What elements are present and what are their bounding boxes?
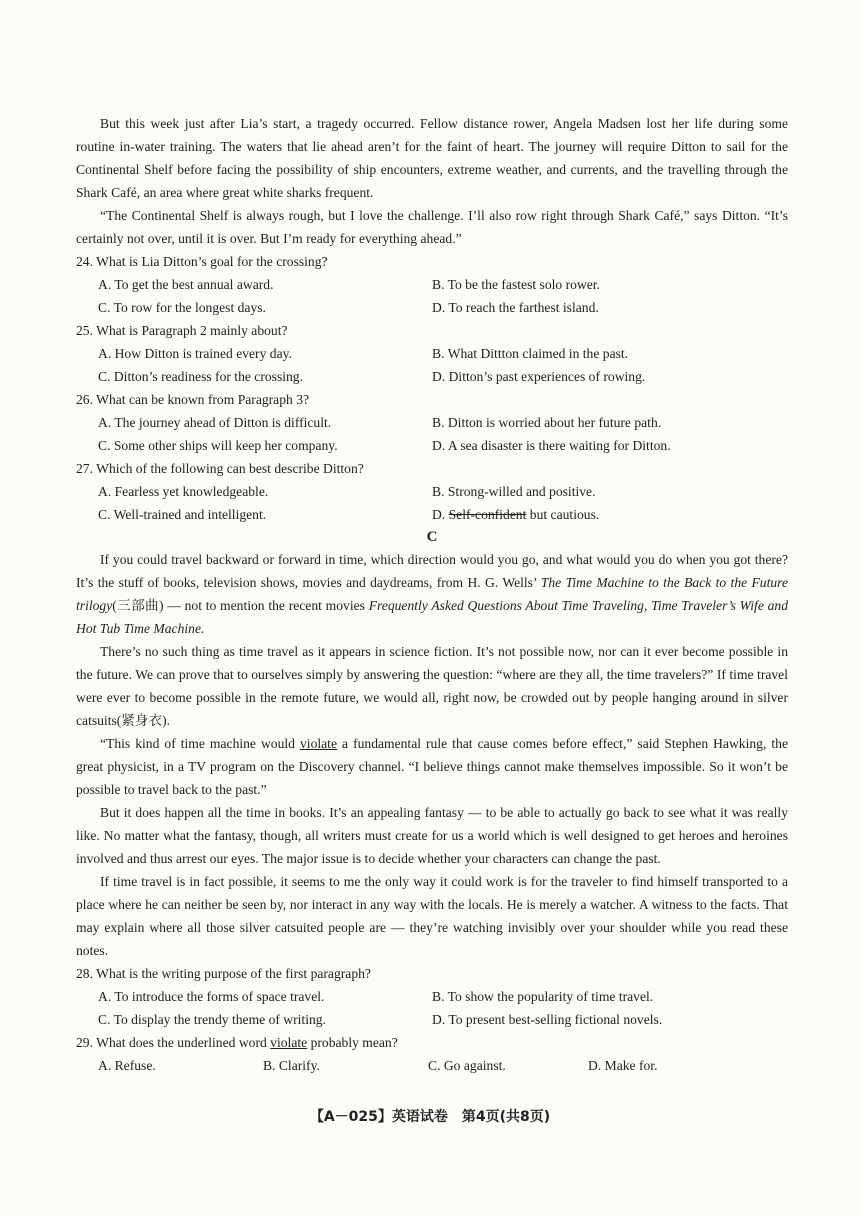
options [76, 273, 788, 319]
option-d: D. To present best-selling fictional novels. [432, 1012, 663, 1027]
question-stem: 25. What is Paragraph 2 mainly about? [76, 323, 288, 338]
options [76, 480, 788, 526]
passage-b-paragraph: “The Continental Shelf is always rough, but I love the challenge. I’ll also row right through Shark Café,” says Ditton. “It’s certainly not over, until it is over. But I’m ready for everything ahead.” [76, 208, 788, 246]
option-d: D. Ditton’s past experiences of rowing. [432, 369, 646, 384]
option-b: B. To be the fastest solo rower. [432, 277, 600, 292]
question-26 [76, 388, 788, 457]
option-a: A. Refuse. [98, 1058, 156, 1073]
section-label: C [426, 529, 438, 545]
title-italic: The Time Machine to the Back to the Future trilogy [76, 575, 788, 613]
underlined-word: violate [270, 1035, 308, 1050]
passage-c-paragraph: If you could travel backward or forward in time, which direction would you go, and what would you do when you got there? It’s the stuff of books, television shows, movies and daydreams, from H. G. Wells’ The Time Machine to the Back to the Future trilogy(三部曲) — not to mention the recent movies Frequently Asked Questions About Time Traveling, Time Traveler’s Wife and Hot Tub Time Machine. [76, 552, 788, 636]
option-b: B. To show the popularity of time travel. [432, 989, 654, 1004]
passage-c-paragraph: If time travel is in fact possible, it seems to me the only way it could work is for the traveler to find himself transported to a place where he can neither be seen by, nor interact in any way with the locals. He is merely a watcher. A witness to the facts. That may explain where all those silver catsuited people are — they’re watching invisibly over your shoulder while you read these notes. [76, 874, 788, 958]
option-c: C. To display the trendy theme of writing. [98, 1012, 326, 1027]
passage-b-paragraph: But this week just after Lia’s start, a tragedy occurred. Fellow distance rower, Angela Madsen lost her life during some routine in-water training. The waters that lie ahead aren’t for the faint of heart. The journey will require Ditton to sail for the Continental Shelf before facing the possibility of ship encounters, extreme weather, and currents, and the travelling through the Shark Café, an area where great white sharks frequent. [76, 116, 788, 200]
options [76, 1054, 788, 1077]
option-b: B. What Dittton claimed in the past. [432, 346, 629, 361]
options [76, 411, 788, 457]
question-25 [76, 319, 788, 388]
question-24 [76, 250, 788, 319]
page-content [76, 112, 788, 1077]
option-c: C. To row for the longest days. [98, 300, 266, 315]
option-a: A. Fearless yet knowledgeable. [98, 484, 269, 499]
option-c: C. Well-trained and intelligent. [98, 507, 267, 522]
option-d: D. A sea disaster is there waiting for Ditton. [432, 438, 671, 453]
question-28 [76, 962, 788, 1031]
option-c: C. Some other ships will keep her company. [98, 438, 338, 453]
question-stem: 24. What is Lia Ditton’s goal for the crossing? [76, 254, 328, 269]
options [76, 342, 788, 388]
page-footer: 【A－025】英语试卷 第4页(共8页) [309, 1109, 551, 1125]
title-italic: Frequently Asked Questions About Time Traveling, Time Traveler’s Wife and Hot Tub Time Machine. [76, 598, 788, 636]
option-d: D. To reach the farthest island. [432, 300, 599, 315]
passage-c-paragraph: “This kind of time machine would violate a fundamental rule that cause comes before effect,” said Stephen Hawking, the great physicist, in a TV program on the Discovery channel. “I believe things cannot make themselves impossible. So it won’t be possible to travel back to the past.” [76, 736, 788, 797]
question-stem: 28. What is the writing purpose of the first paragraph? [76, 966, 371, 981]
option-d: D. Make for. [588, 1058, 658, 1073]
option-b: B. Clarify. [263, 1058, 320, 1073]
question-stem: 27. Which of the following can best describe Ditton? [76, 461, 364, 476]
passage-c-paragraph: There’s no such thing as time travel as it appears in science fiction. It’s not possible now, nor can it ever become possible in the future. We can prove that to ourselves simply by answering the question: “where are they all, the time travelers?” If time travel were ever to become possible in the remote future, we would all, right now, be crowded out by people hanging around in silver catsuits(紧身衣). [76, 644, 788, 728]
option-c: C. Ditton’s readiness for the crossing. [98, 369, 304, 384]
option-b: B. Strong-willed and positive. [432, 484, 596, 499]
question-29 [76, 1031, 788, 1077]
question-stem: 29. What does the underlined word violate probably mean? [76, 1035, 398, 1050]
question-stem: 26. What can be known from Paragraph 3? [76, 392, 310, 407]
underlined-word: violate [300, 736, 337, 751]
struck-word: Self-confident [448, 507, 527, 522]
options [76, 985, 788, 1031]
option-b: B. Ditton is worried about her future path. [432, 415, 662, 430]
passage-c-paragraph: But it does happen all the time in books. It’s an appealing fantasy — to be able to actually go back to see what it was really like. No matter what the fantasy, though, all writers must create for us a world which is well designed to get heroes and heroines involved and thus arrest our eyes. The major issue is to decide whether your characters can change the past. [76, 805, 788, 866]
option-c: C. Go against. [428, 1058, 506, 1073]
question-27 [76, 457, 788, 526]
option-a: A. How Ditton is trained every day. [98, 346, 292, 361]
option-d: D. Self-confident but cautious. [432, 507, 600, 522]
option-a: A. To get the best annual award. [98, 277, 274, 292]
option-a: A. To introduce the forms of space travel. [98, 989, 325, 1004]
option-a: A. The journey ahead of Ditton is difficult. [98, 415, 332, 430]
